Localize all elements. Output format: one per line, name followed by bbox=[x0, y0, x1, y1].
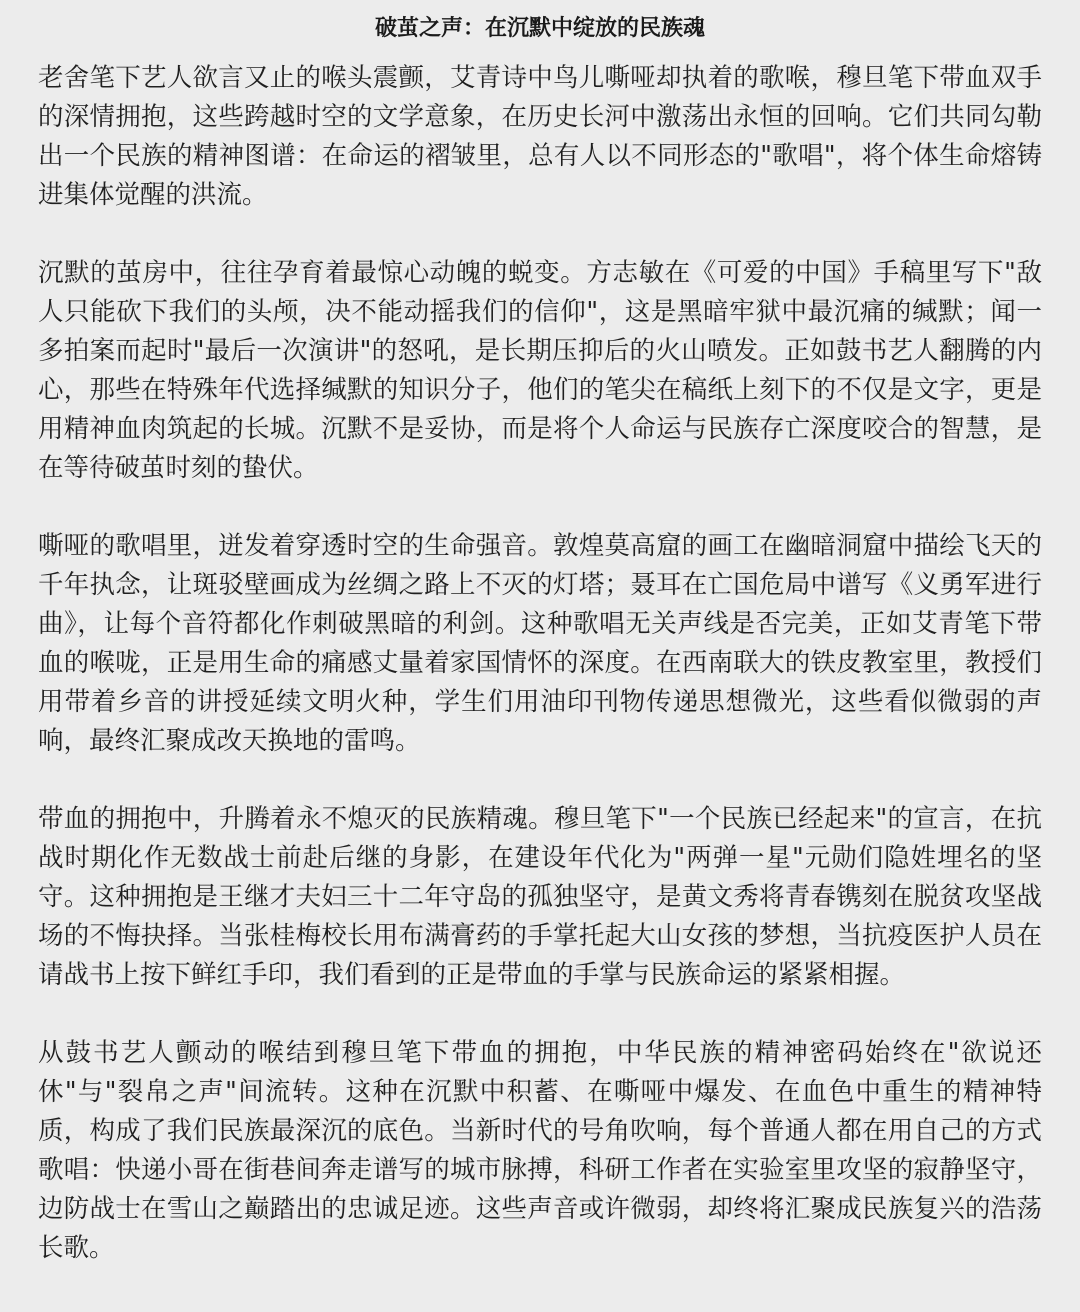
paragraph-5: 从鼓书艺人颤动的喉结到穆旦笔下带血的拥抱，中华民族的精神密码始终在"欲说还休"与"裂帛之声"间流转。这种在沉默中积蓄、在嘶哑中爆发、在血色中重生的精神特质，构成了我们民族最深沉的底色。当新时代的号角吹响，每个普通人都在用自己的方式歌唱：快递小哥在街巷间奔走谱写的城市脉搏，科研工作者在实验室里攻坚的寂静坚守，边防战士在雪山之巅踏出的忠诚足迹。这些声音或许微弱，却终将汇聚成民族复兴的浩荡长歌。 bbox=[38, 1038, 1042, 1263]
article-title: 破茧之声：在沉默中绽放的民族魂 bbox=[374, 16, 705, 41]
paragraph-3: 嘶哑的歌唱里，迸发着穿透时空的生命强音。敦煌莫高窟的画工在幽暗洞窟中描绘飞天的千年执念，让斑驳壁画成为丝绸之路上不灭的灯塔；聂耳在亡国危局中谱写《义勇军进行曲》，让每个音符都化作刺破黑暗的利剑。这种歌唱无关声线是否完美，正如艾青笔下带血的喉咙，正是用生命的痛感丈量着家国情怀的深度。在西南联大的铁皮教室里，教授们用带着乡音的讲授延续文明火种，学生们用油印刊物传递思想微光，这些看似微弱的声响，最终汇聚成改天换地的雷鸣。 bbox=[38, 531, 1042, 756]
paragraph-1: 老舍笔下艺人欲言又止的喉头震颤，艾青诗中鸟儿嘶哑却执着的歌喉，穆旦笔下带血双手的深情拥抱，这些跨越时空的文学意象，在历史长河中激荡出永恒的回响。它们共同勾勒出一个民族的精神图谱：在命运的褶皱里，总有人以不同形态的"歌唱"，将个体生命熔铸进集体觉醒的洪流。 bbox=[38, 63, 1042, 210]
paragraph-4: 带血的拥抱中，升腾着永不熄灭的民族精魂。穆旦笔下"一个民族已经起来"的宣言，在抗战时期化作无数战士前赴后继的身影，在建设年代化为"两弹一星"元勋们隐姓埋名的坚守。这种拥抱是王继才夫妇三十二年守岛的孤独坚守，是黄文秀将青春镌刻在脱贫攻坚战场的不悔抉择。当张桂梅校长用布满膏药的手掌托起大山女孩的梦想，当抗疫医护人员在请战书上按下鲜红手印，我们看到的正是带血的手掌与民族命运的紧紧相握。 bbox=[38, 804, 1042, 990]
paragraph-2: 沉默的茧房中，往往孕育着最惊心动魄的蜕变。方志敏在《可爱的中国》手稿里写下"敌人只能砍下我们的头颅，决不能动摇我们的信仰"，这是黑暗牢狱中最沉痛的缄默；闻一多拍案而起时"最后一次演讲"的怒吼，是长期压抑后的火山喷发。正如鼓书艺人翻腾的内心，那些在特殊年代选择缄默的知识分子，他们的笔尖在稿纸上刻下的不仅是文字，更是用精神血肉筑起的长城。沉默不是妥协，而是将个人命运与民族存亡深度咬合的智慧，是在等待破茧时刻的蛰伏。 bbox=[38, 258, 1042, 483]
article-body bbox=[38, 59, 1042, 1268]
